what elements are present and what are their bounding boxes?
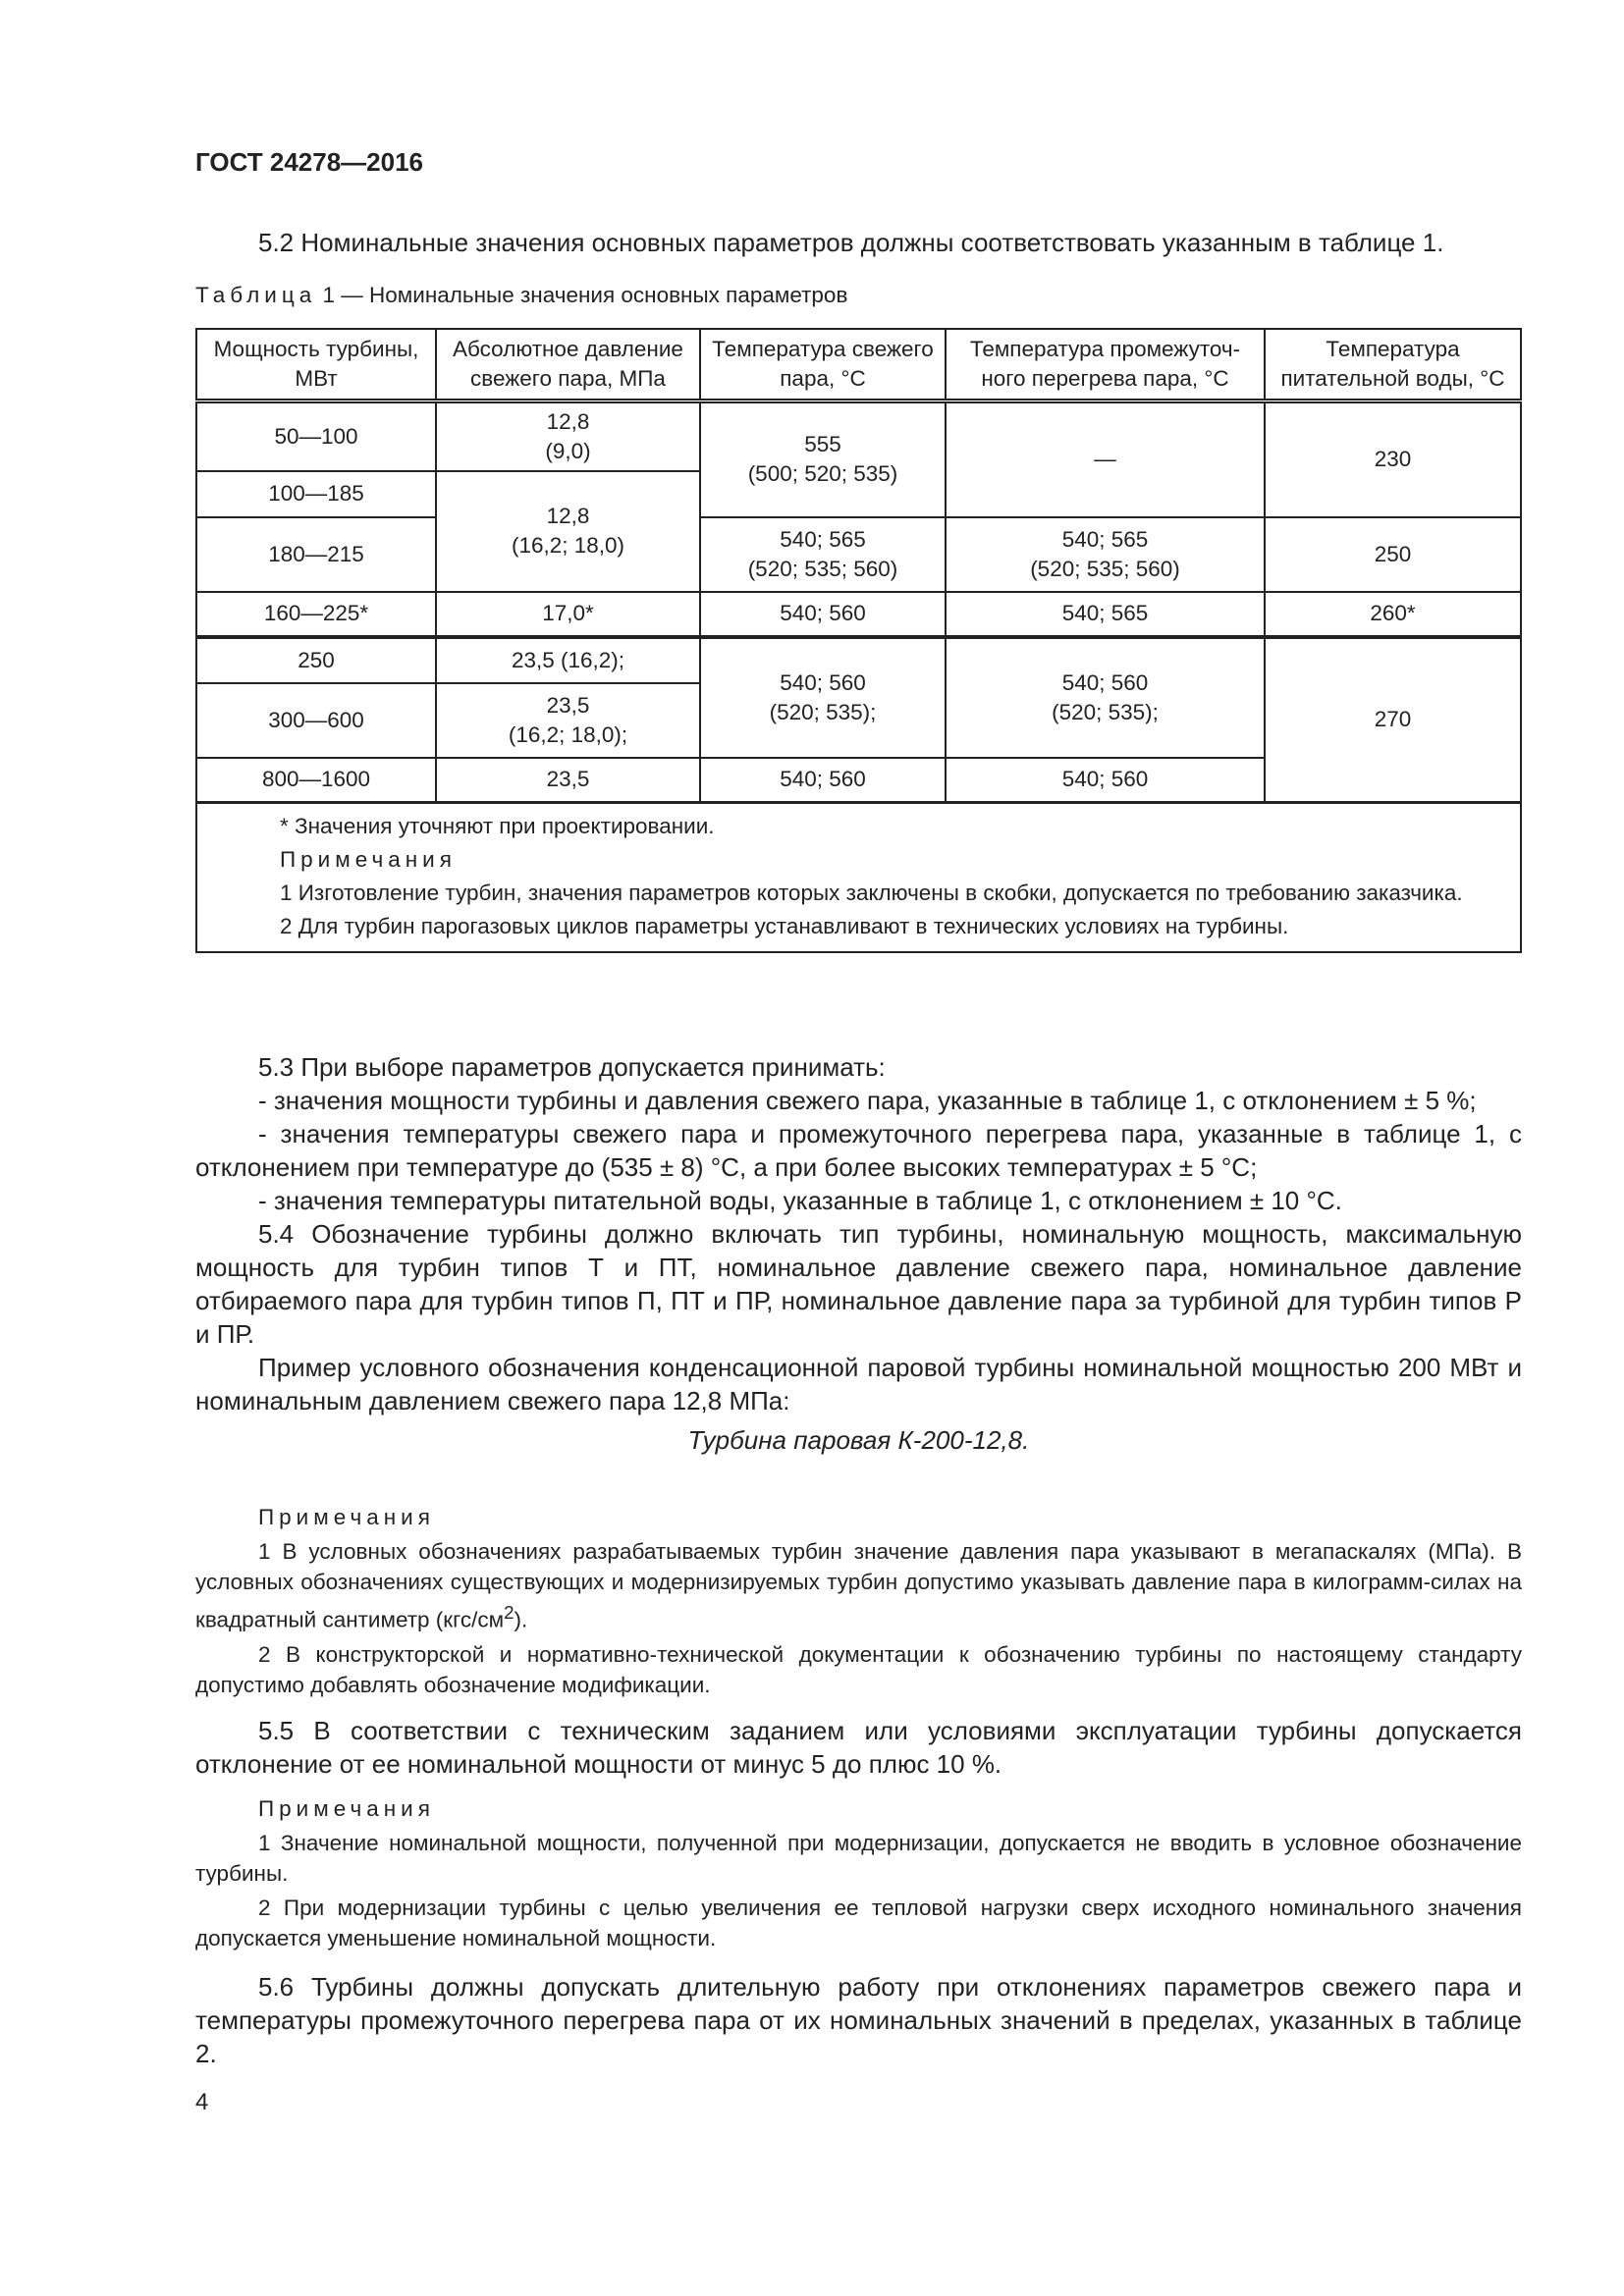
cell: 23,5 (16,2; 18,0); — [436, 683, 700, 758]
paragraph-5-2: 5.2 Номинальные значения основных параметров должны соответствовать указанным в таблице 1. — [258, 228, 1444, 257]
cell: 250 — [196, 637, 436, 683]
cell: 540; 565 — [946, 592, 1265, 637]
cell: 270 — [1265, 637, 1521, 803]
list-item: - значения температуры питательной воды, указанные в таблице 1, с отклонением ± 10 °С. — [258, 1186, 1342, 1215]
cell: 540; 565 (520; 535; 560) — [700, 517, 946, 592]
cell: 540; 560 — [946, 758, 1265, 803]
table-header-row — [196, 329, 1521, 401]
cell: 50—100 — [196, 401, 436, 471]
table-row — [196, 592, 1521, 637]
header-cell: Температура промежуточ-ного перегрева пара, °С — [946, 329, 1265, 401]
table-caption — [195, 283, 847, 308]
cell: 540; 560 — [700, 592, 946, 637]
note-text-end: ). — [514, 1607, 528, 1632]
table-notes-title: Примечания — [280, 847, 457, 872]
cell: — — [946, 401, 1265, 517]
caption-label: Таблица — [195, 283, 317, 307]
cell: 23,5 (16,2); — [436, 637, 700, 683]
cell: 230 — [1265, 401, 1521, 517]
cell: 260* — [1265, 592, 1521, 637]
cell: 540; 565 (520; 535; 560) — [946, 517, 1265, 592]
example-text: Пример условного обозначения конденсационной паровой турбины номинальной мощностью 200 МВт и номинальным давлением свежего пара 12,8 МПа: — [195, 1353, 1522, 1415]
notes-title: Примечания — [258, 1796, 435, 1821]
table-note: 1 Изготовление турбин, значения параметров которых заключены в скобки, допускается по требованию заказчика. — [280, 881, 1463, 905]
example-value: Турбина паровая К-200-12,8. — [687, 1425, 1030, 1455]
table-footnote: * Значения уточняют при проектировании. — [280, 814, 715, 838]
header-cell: Мощность турбины, МВт — [196, 329, 436, 401]
cell: 800—1600 — [196, 758, 436, 803]
table-row — [196, 517, 1521, 592]
note-item — [195, 1536, 1522, 1635]
notes-block-b — [195, 1793, 1522, 1953]
paragraph-5-5: 5.5 В соответствии с техническим заданием или условиями эксплуатации турбины допускается отклонение от ее номинальной мощности от минус 5 до плюс 10 %. — [195, 1716, 1522, 1779]
cell: 540; 560 (520; 535); — [946, 637, 1265, 758]
cell: 300—600 — [196, 683, 436, 758]
cell: 100—185 — [196, 471, 436, 517]
paragraph-5-4: 5.4 Обозначение турбины должно включать тип турбины, номинальную мощность, максимальную мощность для турбин типов Т и ПТ, номинальное давление свежего пара, номинальное давление отбираемого пара для турбин типов П, ПТ и ПР, номинальное давление пара за турбиной для турбин типов Р и ПР. — [195, 1219, 1522, 1349]
page-number: 4 — [195, 2089, 209, 2115]
cell: 180—215 — [196, 517, 436, 592]
table-notes — [196, 803, 1521, 953]
header-cell: Температура питательной воды, °С — [1265, 329, 1521, 401]
notes-title: Примечания — [258, 1505, 435, 1529]
paragraph-5-3-intro: 5.3 При выборе параметров допускается принимать: — [258, 1052, 886, 1082]
document-header: ГОСТ 24278—2016 — [195, 147, 423, 177]
note-item: 2 При модернизации турбины с целью увеличения ее тепловой нагрузки сверх исходного номинального значения допускается уменьшение номинальной мощности. — [195, 1896, 1522, 1950]
table-row — [196, 401, 1521, 471]
cell: 250 — [1265, 517, 1521, 592]
cell: 160—225* — [196, 592, 436, 637]
note-text: 1 В условных обозначениях разрабатываемых турбин значение давления пара указывают в мегапаскалях (МПа). В условных обозначениях существующих и модернизируемых турбин допустимо указывать давление пара в килограмм-силах на квадратный сантиметр (кгс/см — [195, 1539, 1522, 1632]
table-note: 2 Для турбин парогазовых циклов параметры устанавливают в технических условиях на турбины. — [280, 914, 1289, 938]
parameters-table — [195, 328, 1522, 953]
table-notes-row — [196, 803, 1521, 953]
header-cell: Температура свежего пара, °С — [700, 329, 946, 401]
section-5-3 — [195, 1050, 1522, 1457]
cell: 540; 560 (520; 535); — [700, 637, 946, 758]
list-item: - значения температуры свежего пара и промежуточного перегрева пара, указанные в таблице 1, с отклонением при температуре до (535 ± 8) °С, а при более высоких температурах ± 5 °С; — [195, 1119, 1522, 1182]
notes-block-a — [195, 1502, 1522, 1700]
header-cell: Абсолютное давление свежего пара, МПа — [436, 329, 700, 401]
table-row — [196, 637, 1521, 683]
cell: 17,0* — [436, 592, 700, 637]
paragraph-5-6: 5.6 Турбины должны допускать длительную работу при отклонениях параметров свежего пара и температуры промежуточного перегрева пара от их номинальных значений в пределах, указанных в таблице 2. — [195, 1972, 1522, 2068]
cell: 555 (500; 520; 535) — [700, 401, 946, 517]
caption-text: 1 — Номинальные значения основных параметров — [322, 283, 848, 307]
note-item: 1 Значение номинальной мощности, полученной при модернизации, допускается не вводить в условное обозначение турбины. — [195, 1831, 1522, 1886]
cell: 23,5 — [436, 758, 700, 803]
cell: 12,8 (16,2; 18,0) — [436, 471, 700, 592]
list-item: - значения мощности турбины и давления свежего пара, указанные в таблице 1, с отклонением ± 5 %; — [258, 1086, 1477, 1115]
superscript: 2 — [504, 1602, 514, 1623]
note-item: 2 В конструкторской и нормативно-технической документации к обозначению турбины по настоящему стандарту допустимо добавлять обозначение модификации. — [195, 1641, 1522, 1697]
cell: 540; 560 — [700, 758, 946, 803]
cell: 12,8 (9,0) — [436, 401, 700, 471]
